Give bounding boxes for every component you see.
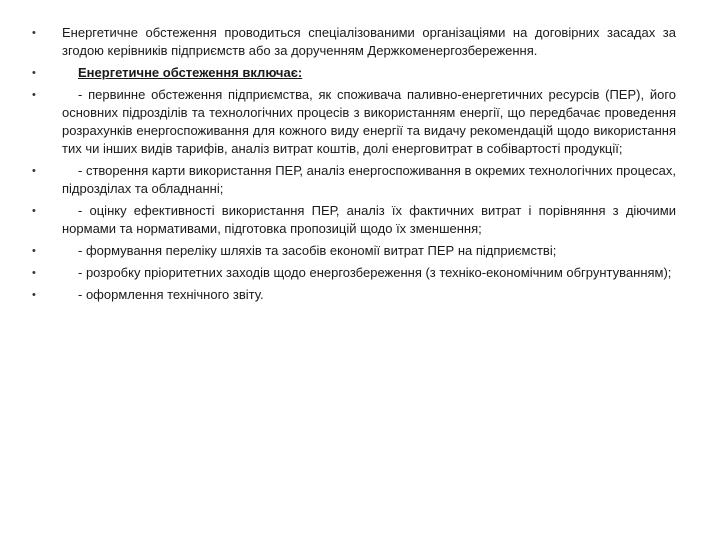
item-text: Енергетичне обстеження проводиться спеціалізованими організаціями на договірних засадах за згодою керівників підприємств або за дорученням Держкоменергозбереження. bbox=[62, 25, 676, 58]
list-item bbox=[32, 162, 676, 198]
list-item bbox=[32, 24, 676, 60]
bullet-icon: • bbox=[32, 67, 36, 79]
section-heading: Енергетичне обстеження включає: bbox=[78, 65, 303, 80]
list-item bbox=[32, 64, 676, 82]
list-item bbox=[32, 202, 676, 238]
bullet-icon: • bbox=[32, 205, 36, 217]
bullet-icon: • bbox=[32, 165, 36, 177]
item-text: - формування переліку шляхів та засобів економії витрат ПЕР на підприємстві; bbox=[78, 243, 557, 258]
item-text: - оцінку ефективності використання ПЕР, аналіз їх фактичних витрат і порівняння з діючими нормами та нормативами, підготовка пропозицій щодо їх зменшення; bbox=[62, 203, 676, 236]
bullet-icon: • bbox=[32, 89, 36, 101]
bullet-icon: • bbox=[32, 245, 36, 257]
item-text: - первинне обстеження підприємства, як споживача паливно-енергетичних ресурсів (ПЕР), його основних підрозділів та технологічних процесів з використанням енергії, що передбачає проведення розрахунків енергоспоживання для кожного виду енергії та видачу рекомендацій щодо використання тих чи інших видів тарифів, аналіз витрат коштів, долі енерговитрат в собівартості продукції; bbox=[62, 87, 676, 156]
bullet-icon: • bbox=[32, 267, 36, 279]
list-item bbox=[32, 86, 676, 158]
list-item bbox=[32, 286, 676, 304]
list-item bbox=[32, 242, 676, 260]
bullet-list bbox=[32, 24, 676, 304]
bullet-icon: • bbox=[32, 289, 36, 301]
item-text: - створення карти використання ПЕР, аналіз енергоспоживання в окремих технологічних процесах, підрозділах та обладнанні; bbox=[62, 163, 676, 196]
bullet-icon: • bbox=[32, 27, 36, 39]
item-text: - оформлення технічного звіту. bbox=[78, 287, 264, 302]
item-text: - розробку пріоритетних заходів щодо енергозбереження (з техніко-економічним обгрунтуванням); bbox=[78, 265, 672, 280]
list-item bbox=[32, 264, 676, 282]
